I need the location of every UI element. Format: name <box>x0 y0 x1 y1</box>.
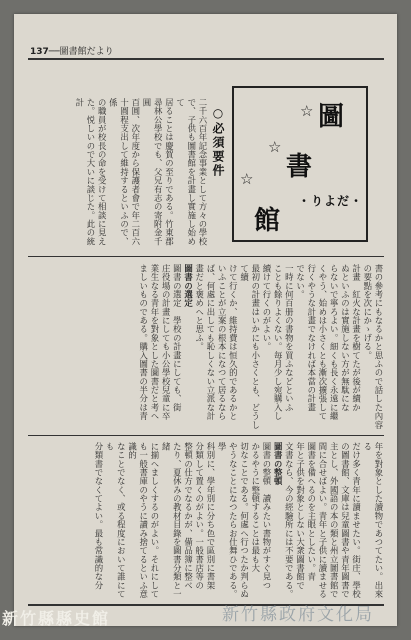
s2-line: らないで寧ろよい。細くも長く永遠に繼 <box>329 264 340 421</box>
header-dash: ── <box>48 47 60 57</box>
s3-line: も一般書庫のやうに讀み捨てるといふ意識的 <box>127 442 149 599</box>
s3-line: やうなことになつたらお仕舞ひである。學 <box>217 442 239 599</box>
document-page <box>14 14 397 626</box>
s3-line: 分類して置くのがよい。一般書店等の <box>194 442 205 590</box>
s3-line: に揃へましくするのがよい。それにして <box>149 442 160 599</box>
s3-heading: 圖書の整頓 <box>273 442 284 486</box>
s3-line: 年と子供を對象としない大衆圖書館で <box>295 442 306 590</box>
s1-line: た。悦しいので大いに談じた。此の統計 <box>74 98 96 246</box>
s2-line: 畫だと褒めへと思ふ。 <box>194 264 205 351</box>
s3-line: 年を對象とした讀物であつてたい。出來る <box>362 442 384 599</box>
s2-line: ましいものである。購入圖書の半分は青 <box>138 264 149 421</box>
s3-line: 科別に、學年別に分ち色で區別に書架 <box>205 442 216 590</box>
s3-line: たり、夏休みの教材目錄を圖書分類と一緒 <box>161 442 183 599</box>
section1-column <box>38 98 208 248</box>
s2-line: 書の參考にもなるかと思ふので話した內容 <box>374 264 384 430</box>
s2-line: ことも餘りよくない。毎月少し宛購入し <box>273 264 284 421</box>
s2-line: 圖書の選定 學校の計畫にしても、街 <box>172 264 183 412</box>
star-icon-3: ☆ <box>240 170 254 188</box>
section-heading-requirements: ○必須要件 <box>211 106 225 178</box>
s2-line: 一時に何百册の書物を買ふなどといふ <box>284 264 295 412</box>
middle-rule-1 <box>28 256 384 257</box>
s2-line: の要點を次にかゝげる。 <box>362 264 373 360</box>
s2-line: ぬといふのは實施しない方が無駄にな <box>340 264 351 412</box>
s3-line: の圖書館、文庫は兒童圖書や青年圖書で <box>340 442 351 599</box>
s2-line: 庄役場の計畫にしても小公學校兒童に卒 <box>161 264 172 421</box>
s1-line: で、子供も圖書館を計畫し實施し始めて <box>175 98 197 246</box>
top-rule <box>28 58 384 60</box>
watermark: 新竹縣政府文化局 <box>222 605 374 625</box>
s3-line: 間に合せばよい。青年と子供に讀ませる <box>317 442 328 599</box>
s1-line: 十圓程支出して維持するといふので、係 <box>108 98 130 246</box>
s1-line: 尋林公學校でも、父兄有志の寄附金千圓 <box>141 98 164 246</box>
page-number: 137 <box>30 47 49 57</box>
s3-line: 分類書でなくてよい。最も常識的な分 <box>93 442 104 590</box>
s2-heading: 圖書の選定 <box>183 264 194 308</box>
s3-line: 主とし、外國語の本の類と州立圖書館で <box>329 442 340 599</box>
s3-line: 圖書を備へるのを主眼としたい。青 <box>306 442 317 582</box>
s3-line: 文書なら、今の經驗所には不要である。 <box>284 442 295 599</box>
archive-stamp: 新竹縣縣史館 <box>2 609 111 628</box>
s3-line: 切なことである。何處へ行つたか判らぬ <box>239 442 250 599</box>
middle-rule-2 <box>28 435 384 436</box>
title-box <box>232 86 368 242</box>
s2-line: でない。 <box>295 264 306 299</box>
s2-line: 行くやうな計畫でなければ本當の計畫 <box>306 264 317 412</box>
s3-line: 圖書の整頓 讀みたい書物がすぐ見つ <box>261 442 272 590</box>
s2-line: 計畫 紅火な計畫を樹てたが後が續か <box>351 264 362 412</box>
star-icon-1: ☆ <box>300 102 314 120</box>
title-char-3: 館 <box>254 206 281 236</box>
s2-line: くやう、始めは小さくとも漸次擴張して <box>317 264 328 421</box>
s1-line: 百圓、次年度から保護者會で年二百六 <box>130 98 141 246</box>
s1-line: の職員が校長の命を受けて相談に見え <box>97 98 108 246</box>
s3-line: 整頓の仕方でなるかが、備品簿に整べ <box>183 442 194 590</box>
title-subtitle: ・りよだ・ <box>298 194 364 208</box>
s2-line: 最初の計畫はいかにも小さくとも、どうして續 <box>239 264 261 430</box>
section2-column <box>28 264 384 430</box>
star-icon-2: ☆ <box>268 138 282 156</box>
s1-line: 居ることは慶賀の至りである。竹東郡 <box>164 98 175 246</box>
s1-line: 二千六百年記念事業として方々の學校 <box>198 98 208 246</box>
s2-line: ば、何處に出しても恥しくない立派な計 <box>205 264 216 421</box>
s3-line: なことでなく、或る程度において誰にても <box>105 442 127 599</box>
title-char-2: 書 <box>286 152 313 182</box>
running-header <box>30 44 150 58</box>
s2-line: 業生なる青年を對象とした圖書だと考へ <box>149 264 160 421</box>
s3-line: だけ多く青年に讀ませたい。街庄、學校 <box>351 442 362 599</box>
running-title: 圖書館だより <box>59 47 114 57</box>
s2-line: 續けて行くのがよい。 <box>261 264 272 351</box>
s2-line: けて行くか、維持費は恒久的であるかと <box>228 264 239 421</box>
title-char-1: 圖 <box>318 102 345 132</box>
s2-line: いふことが立案の根本になつて居るなら <box>217 264 228 421</box>
s3-line: かるやうに整頓することは最も大 <box>250 442 261 573</box>
section3-column <box>28 442 384 600</box>
